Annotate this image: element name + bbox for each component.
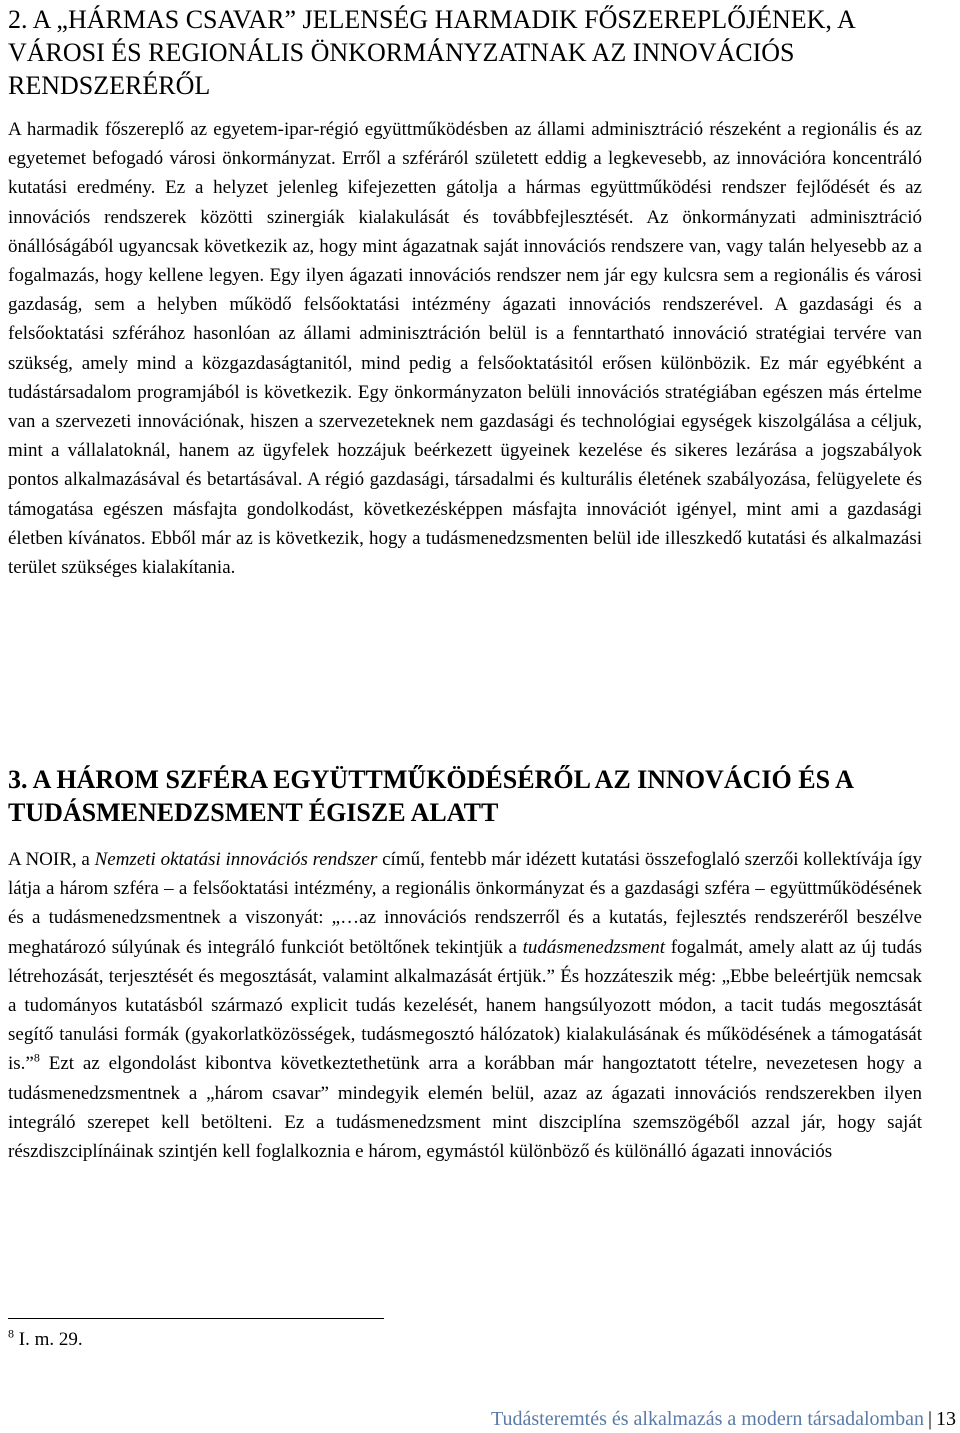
- footnote-reference[interactable]: 8: [33, 1051, 40, 1066]
- section-3-paragraph: [8, 845, 922, 1166]
- section-3-heading: 3. A HÁROM SZFÉRA EGYÜTTMŰKÖDÉSÉRŐL AZ INNOVÁCIÓ ÉS A TUDÁSMENEDZSMENT ÉGISZE ALATT: [8, 765, 853, 827]
- footnote-text: I. m. 29.: [14, 1329, 83, 1350]
- paragraph-text-middle-2: fogalmát, amely alatt az új tudás létrehozását, terjesztését és megosztását, valamint alkalmazását értjük.” És hozzáteszik még: „Ebbe beleértjük nemcsak a tudományos kutatásból származó explicit tudás kezelését, hanem hangsúlyozott módon, a tacit tudás megosztását segítő tanulási formák (gyakorlatközösségek, tudásmegosztó hálózatok) kialakulásának és működésének a támogatását is.”: [8, 936, 922, 1075]
- italic-term-tudasmenedzsment: tudásmenedzsment: [522, 936, 666, 958]
- footnote-number: 8: [8, 1326, 14, 1341]
- footnote: [8, 1328, 83, 1352]
- footer-title: Tudásteremtés és alkalmazás a modern társadalomban: [490, 1408, 924, 1430]
- paragraph-text-middle-1: című, fentebb már idézett kutatási összefoglaló szerzői kollektívája így látja a három szféra ‒ a felsőoktatási intézmény, a regionális önkormányzat és a gazdasági szféra ‒ együttműködésének és a tudásmenedzsmentnek a viszonyát: „…az innovációs rendszerről és a kutatás, fejlesztés rendszeréről beszélve meghatározó súlyúnak és integráló funkciót betöltőnek tekintjük a: [8, 849, 922, 958]
- section-2-heading: 2. A „HÁRMAS CSAVAR” JELENSÉG HARMADIK FŐSZEREPLŐJÉNEK, A VÁROSI ÉS REGIONÁLIS ÖNKORMÁNYZATNAK AZ INNOVÁCIÓS RENDSZERÉRŐL: [8, 5, 855, 100]
- page-number: 13: [936, 1408, 956, 1430]
- page-footer: [491, 1407, 956, 1431]
- paragraph-text-end: Ezt az elgondolást kibontva következtethetünk arra a korábban már hangoztatott tételre, nevezetesen hogy a tudásmenedzsmentnek a „három csavar” mindegyik elemén belül, azaz az ágazati innovációs rendszerekben ilyen integráló szerepet kell betölteni. Ez a tudásmenedzsment mint diszciplína szemszögéből azzal jár, hogy saját részdiszciplínáinak szintjén kell foglalkoznia e három, egymástól különböző és különálló ágazati innovációs: [8, 1053, 922, 1163]
- paragraph-text-start: A NOIR, a: [8, 849, 95, 870]
- section-2-paragraph: A harmadik főszereplő az egyetem-ipar-régió együttműködésben az állami adminisztráció részeként a regionális és az egyetemet befogadó városi önkormányzat. Erről a szféráról született eddig a legkevesebb, az innovációra koncentráló kutatási eredmény. Ez a helyzet jelenleg kifejezetten gátolja a hármas együttműködési rendszer fejlődését és az innovációs rendszerek közötti szinergiák kialakulását és továbbfejlesztését. Az önkormányzati adminisztráció önállóságából ugyancsak következik az, hogy mint ágazatnak saját innovációs rendszere van, vagy talán helyesebb az a fogalmazás, hogy kellene legyen. Egy ilyen ágazati innovációs rendszer nem jár egy kulcsra sem a regionális és városi gazdaság, sem a helyben működő felsőoktatási intézmény ágazati innovációs rendszerével. A gazdasági és a felsőoktatási szférához hasonlóan az állami adminisztráción belül is a fenntartható innováció stratégiai tervére van szükség, amely mind a közgazdaságtanitól, mind pedig a felsőoktatásitól erősen különbözik. Ez már egyébként a tudástársadalom programjából is következik. Egy önkormányzaton belüli innovációs stratégiában egészen más értelme van a szervezeti innovációnak, hiszen a szervezeteknek nem gazdasági és technológiai egységek kiszolgálása a céljuk, mint a vállalatoknál, hanem az ügyfelek hozzájuk beérkezett ügyeinek kezelése és sikeres lezárása a jogszabályok pontos alkalmazásával és betartásával. A régió gazdasági, társadalmi és kulturális életének szabályozása, felügyelete és támogatása egészen másfajta gondolkodást, következésképpen másfajta innovációt igényel, mint ami a gazdasági életben kívánatos. Ebből már az is következik, hogy a tudásmenedzsmenten belül ide illeszkedő kutatási és alkalmazási terület szükséges kialakítania.: [8, 119, 922, 579]
- italic-title-noir: Nemzeti oktatási innovációs rendszer: [94, 849, 378, 870]
- footnote-separator: [8, 1318, 384, 1319]
- footer-separator: |: [927, 1408, 932, 1430]
